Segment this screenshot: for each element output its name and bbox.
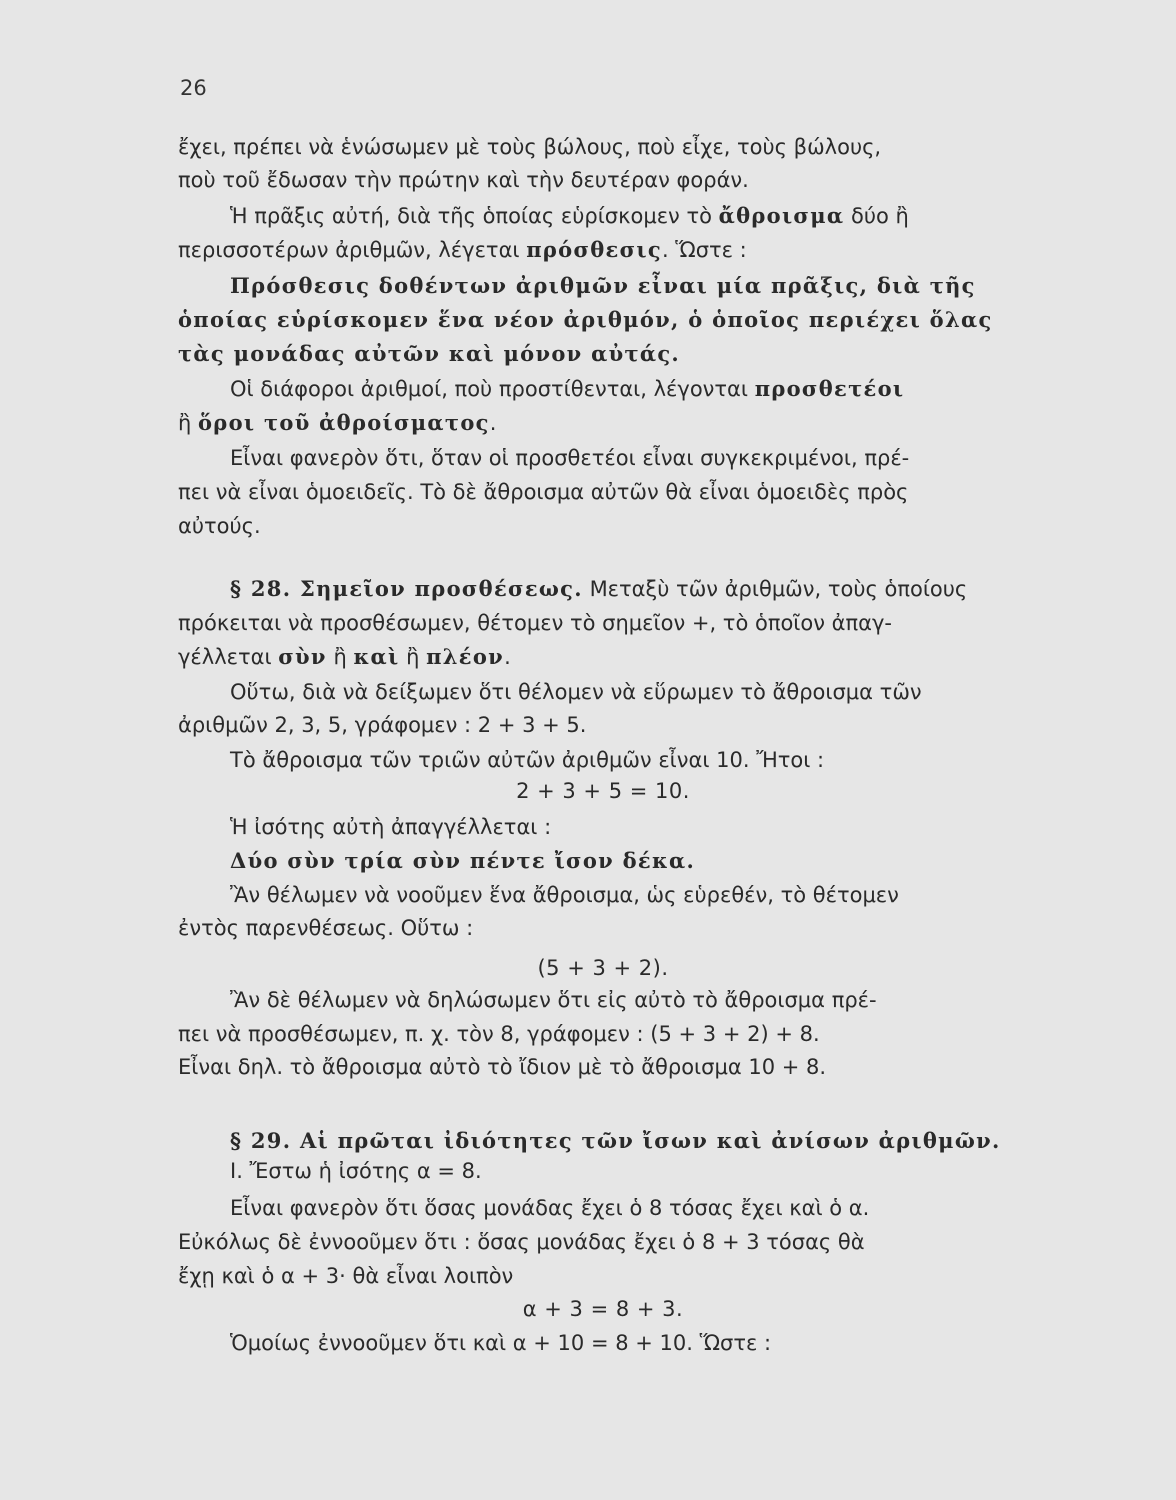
text-line: Οὕτω, διὰ νὰ δείξωμεν ὅτι θέλομεν νὰ εὕρωμεν τὸ ἄθροισμα τῶν <box>230 680 922 704</box>
text-line: πει νὰ εἶναι ὁμοειδεῖς. Τὸ δὲ ἄθροισμα αὐτῶν θὰ εἶναι ὁμοειδὲς πρὸς <box>178 480 909 504</box>
text-span: . <box>504 645 511 669</box>
text-line <box>178 235 1046 265</box>
text-line: πει νὰ προσθέσωμεν, π. χ. τὸν 8, γράφομεν : (5 + 3 + 2) + 8. <box>178 1022 820 1046</box>
text-span: δύο ἢ <box>844 204 909 228</box>
text-line: Εὐκόλως δὲ ἐννοοῦμεν ὅτι : ὅσας μονάδας ἔχει ὁ 8 + 3 τόσας θὰ <box>178 1230 865 1254</box>
text-line <box>230 374 1046 404</box>
text-line: Ἂν θέλωμεν νὰ νοοῦμεν ἕνα ἄθροισμα, ὡς εὑρεθέν, τὸ θέτομεν <box>230 883 899 907</box>
text-line: ἔχῃ καὶ ὁ α + 3· θὰ εἶναι λοιπὸν <box>178 1264 514 1288</box>
text-line: ἐντὸς παρενθέσεως. Οὕτω : <box>178 916 474 940</box>
text-span: ἢ <box>326 645 354 669</box>
text-span: Οἱ διάφοροι ἀριθμοί, ποὺ προστίθενται, λέγονται <box>230 377 755 401</box>
text-span: . Ὥστε : <box>661 238 747 262</box>
text-line: ἀριθμῶν 2, 3, 5, γράφομεν : 2 + 3 + 5. <box>178 713 587 737</box>
text-line: Εἶναι φανερὸν ὅτι, ὅταν οἱ προσθετέοι εἶναι συγκεκριμένοι, πρέ- <box>230 446 910 470</box>
term-oroi: ὅροι τοῦ ἀθροίσματος <box>198 410 490 435</box>
section-28-heading-line <box>230 574 1046 604</box>
equation-line <box>0 953 1176 983</box>
text-span: Ἡ πρᾶξις αὐτή, διὰ τῆς ὁποίας εὑρίσκομεν τὸ <box>230 204 719 228</box>
text-line: πρόκειται νὰ προσθέσωμεν, θέτομεν τὸ σημεῖον +, τὸ ὁποῖον ἀπαγ- <box>178 611 892 635</box>
text-span: γέλλεται <box>178 645 279 669</box>
definition-line: ὁποίας εὑρίσκομεν ἕνα νέον ἀριθμόν, ὁ ὁποῖος περιέχει ὅλας <box>178 307 993 332</box>
text-span: περισσοτέρων ἀριθμῶν, λέγεται <box>178 238 527 262</box>
text-line <box>178 408 1046 438</box>
term-prosthesis: πρόσθεσις <box>526 237 662 262</box>
term-athroisma: ἄθροισμα <box>718 203 845 228</box>
text-line: Εἶναι δηλ. τὸ ἄθροισμα αὐτὸ τὸ ἴδιον μὲ τὸ ἄθροισμα 10 + 8. <box>178 1055 827 1079</box>
equation-line <box>0 776 1176 806</box>
bold-statement: Δύο σὺν τρία σὺν πέντε ἴσον δέκα. <box>230 848 696 873</box>
text-line: Ὁμοίως ἐννοοῦμεν ὅτι καὶ α + 10 = 8 + 10. Ὥστε : <box>230 1331 772 1355</box>
text-line <box>178 642 1046 672</box>
term-pleon: πλέον <box>426 644 505 669</box>
text-line: Ἂν δὲ θέλωμεν νὰ δηλώσωμεν ὅτι εἰς αὐτὸ τὸ ἄθροισμα πρέ- <box>230 988 877 1012</box>
text-line: Εἶναι φανερὸν ὅτι ὅσας μονάδας ἔχει ὁ 8 τόσας ἔχει καὶ ὁ α. <box>230 1196 870 1220</box>
definition-line: τὰς μονάδας αὐτῶν καὶ μόνον αὐτάς. <box>178 341 681 366</box>
section-29-heading: § 29. Αἱ πρῶται ἰδιότητες τῶν ἴσων καὶ ἀνίσων ἀριθμῶν. <box>230 1128 1001 1153</box>
term-syn: σὺν <box>278 644 327 669</box>
equation-line <box>0 1294 1176 1324</box>
text-line: Τὸ ἄθροισμα τῶν τριῶν αὐτῶν ἀριθμῶν εἶναι 10. Ἤτοι : <box>230 748 825 772</box>
page-number: 26 <box>180 76 207 100</box>
text-line: Ἡ ἰσότης αὐτὴ ἀπαγγέλλεται : <box>230 815 552 839</box>
text-span: Μεταξὺ τῶν ἀριθμῶν, τοὺς ὁποίους <box>582 577 968 601</box>
text-line: ἔχει, πρέπει νὰ ἑνώσωμεν μὲ τοὺς βώλους, ποὺ εἶχε, τοὺς βώλους, <box>178 135 882 159</box>
text-span: ἢ <box>399 645 427 669</box>
text-line: I. Ἔστω ἡ ἰσότης α = 8. <box>230 1159 482 1183</box>
definition-line: Πρόσθεσις δοθέντων ἀριθμῶν εἶναι μία πρᾶξις, διὰ τῆς <box>230 273 976 298</box>
term-kai: καὶ <box>353 644 400 669</box>
equation: α + 3 = 8 + 3. <box>522 1297 684 1321</box>
text-line <box>230 201 1046 231</box>
equation: 2 + 3 + 5 = 10. <box>516 779 690 803</box>
term-prosthetoi: προσθετέοι <box>754 376 905 401</box>
equation: (5 + 3 + 2). <box>537 956 669 980</box>
text-line: αὐτούς. <box>178 514 261 538</box>
text-line: ποὺ τοῦ ἔδωσαν τὴν πρώτην καὶ τὴν δευτέραν φοράν. <box>178 168 749 192</box>
text-span: ἢ <box>178 411 198 435</box>
text-span: . <box>489 411 497 435</box>
section-heading: § 28. Σημεῖον προσθέσεως. <box>230 576 583 601</box>
